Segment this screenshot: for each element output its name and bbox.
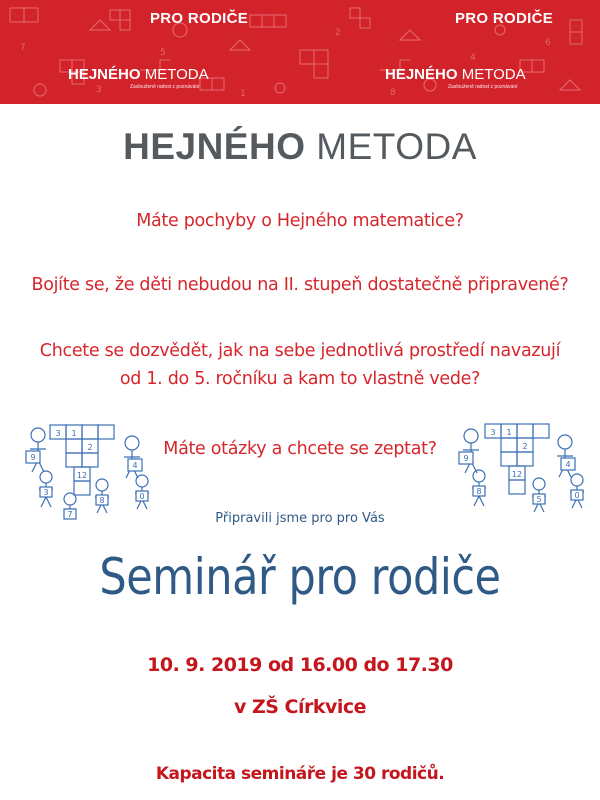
prepared-for-you-text: Připravili jsme pro pro Vás <box>215 511 385 526</box>
question-preparedness: Bojíte se, že děti nebudou na II. stupeň dostatečně připravené? <box>31 275 569 295</box>
banner-logo-bold: HEJNÉHO <box>385 66 458 83</box>
hejneho-metoda-logo <box>0 126 600 168</box>
kid-number: 4 <box>132 461 138 470</box>
kid-number: 8 <box>99 496 105 505</box>
kid-number: 3 <box>43 488 49 497</box>
logo-thin: METODA <box>316 126 477 167</box>
kid-number: 1 <box>506 428 512 437</box>
kids-hopscotch-illustration-right <box>455 418 595 518</box>
kid-number: 8 <box>476 487 482 496</box>
kid-number: 12 <box>511 470 523 479</box>
event-date-time: 10. 9. 2019 od 16.00 do 17.30 <box>147 654 453 676</box>
svg-text:6: 6 <box>545 38 551 48</box>
kid-number: 3 <box>55 429 61 438</box>
question-ask: Máte otázky a chcete se zeptat? <box>163 439 437 459</box>
svg-text:1: 1 <box>240 89 246 99</box>
kid-number: 9 <box>463 454 469 463</box>
svg-text:4: 4 <box>470 53 476 63</box>
banner-logo-right <box>385 66 526 83</box>
kid-number: 12 <box>76 471 88 480</box>
seminar-title: Seminář pro rodiče <box>99 548 501 606</box>
banner-subtitle-right: Zaslouženě radost z poznávání <box>448 84 518 90</box>
banner-logo-thin: METODA <box>144 66 209 83</box>
kid-number: 2 <box>87 443 93 452</box>
kid-number: 0 <box>139 492 145 501</box>
kid-number: 7 <box>67 510 73 519</box>
kid-number: 2 <box>522 442 528 451</box>
banner-label-left: PRO RODIČE <box>150 10 249 27</box>
kid-number: 1 <box>71 429 77 438</box>
banner-logo-thin: METODA <box>461 66 526 83</box>
banner-label-right: PRO RODIČE <box>455 10 554 27</box>
kid-number: 3 <box>490 428 496 437</box>
svg-text:3: 3 <box>96 85 102 95</box>
banner-logo-bold: HEJNÉHO <box>68 66 141 83</box>
svg-text:7: 7 <box>20 43 26 53</box>
event-capacity: Kapacita semináře je 30 rodičů. <box>155 764 445 784</box>
question-doubts: Máte pochyby o Hejného matematice? <box>136 211 464 231</box>
svg-text:2: 2 <box>335 28 341 38</box>
banner-subtitle-left: Zaslouženě radost z poznávání <box>130 84 200 90</box>
kids-hopscotch-illustration-left <box>20 415 160 523</box>
svg-text:8: 8 <box>390 88 396 98</box>
svg-text:5: 5 <box>160 48 166 58</box>
question-continuity-line1: Chcete se dozvědět, jak na sebe jednotlivá prostředí navazují <box>39 341 561 361</box>
kid-number: 0 <box>574 491 580 500</box>
question-continuity <box>0 337 600 393</box>
question-continuity-line2: od 1. do 5. ročníku a kam to vlastně vede? <box>119 369 481 389</box>
logo-bold: HEJNÉHO <box>123 126 306 167</box>
kid-number: 4 <box>565 460 571 469</box>
kid-number: 5 <box>536 495 542 504</box>
header-banner <box>0 0 600 104</box>
kid-number: 9 <box>30 453 36 462</box>
event-location: v ZŠ Církvice <box>233 696 367 718</box>
banner-logo-left <box>68 66 209 83</box>
